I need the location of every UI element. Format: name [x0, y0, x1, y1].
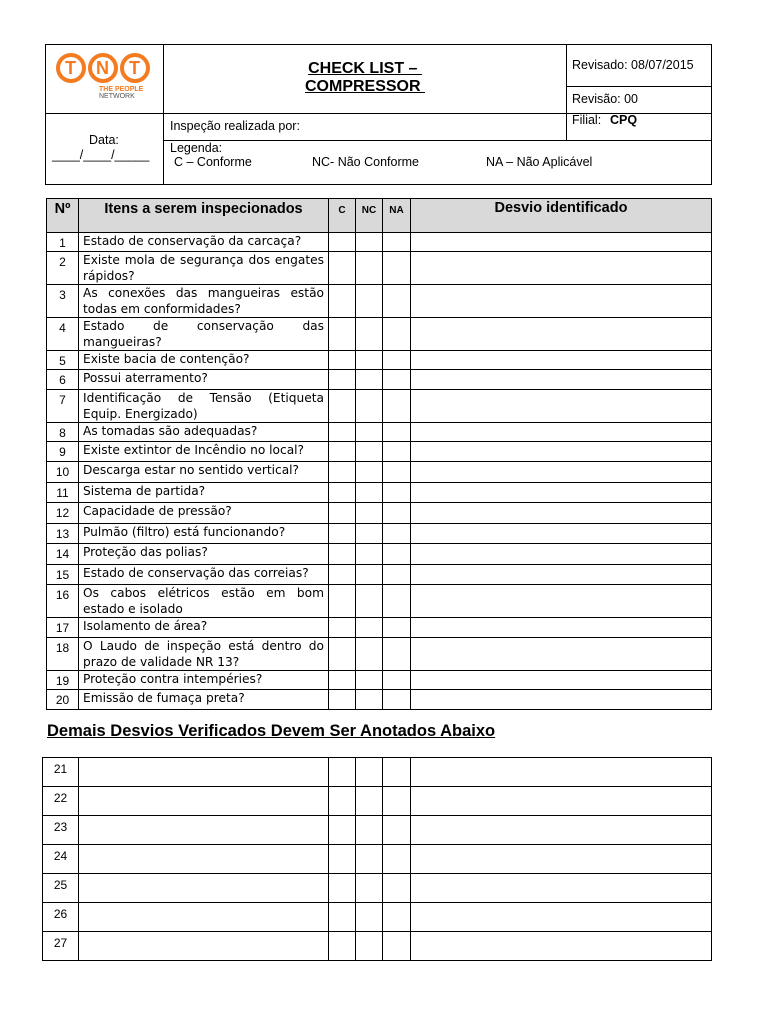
table-row — [43, 845, 712, 874]
cell-desvio[interactable] — [411, 318, 712, 351]
cell-nc[interactable] — [356, 442, 383, 462]
cell-item[interactable] — [79, 787, 329, 816]
data-label: Data: — [89, 133, 119, 147]
row-number: 10 — [47, 462, 79, 483]
col-header-c: C — [329, 199, 356, 233]
row-number: 21 — [43, 758, 79, 787]
row-item-text: Proteção contra intempéries? — [79, 671, 329, 690]
cell-desvio[interactable] — [411, 618, 712, 638]
cell-nc[interactable] — [356, 285, 383, 318]
cell-nc[interactable] — [356, 318, 383, 351]
row-number: 9 — [47, 442, 79, 462]
cell-nc[interactable] — [356, 462, 383, 483]
row-item-text: As tomadas são adequadas? — [79, 423, 329, 442]
row-number: 3 — [47, 285, 79, 318]
cell-c[interactable] — [329, 758, 356, 787]
cell-desvio[interactable] — [411, 442, 712, 462]
cell-nc[interactable] — [356, 618, 383, 638]
cell-nc[interactable] — [356, 423, 383, 442]
cell-desvio[interactable] — [411, 503, 712, 524]
legenda-label: Legenda: — [170, 141, 223, 155]
cell-c[interactable] — [329, 442, 356, 462]
cell-na[interactable] — [383, 503, 411, 524]
header-divider — [566, 44, 567, 141]
cell-nc[interactable] — [356, 565, 383, 585]
cell-desvio[interactable] — [411, 671, 712, 690]
col-header-na: NA — [383, 199, 411, 233]
cell-item[interactable] — [79, 816, 329, 845]
cell-item[interactable] — [79, 903, 329, 932]
row-number: 22 — [43, 787, 79, 816]
cell-na[interactable] — [383, 318, 411, 351]
table-row — [47, 483, 712, 503]
cell-na[interactable] — [383, 233, 411, 252]
revisao-number: Revisão: 00 — [572, 92, 639, 106]
cell-na[interactable] — [383, 618, 411, 638]
logo-letter-t2: T — [129, 58, 140, 78]
cell-desvio[interactable] — [411, 423, 712, 442]
cell-c[interactable] — [329, 585, 356, 618]
cell-na[interactable] — [383, 252, 411, 285]
row-number: 24 — [43, 845, 79, 874]
inspecao-label: Inspeção realizada por: — [170, 119, 300, 133]
cell-nc[interactable] — [356, 903, 383, 932]
cell-na[interactable] — [383, 585, 411, 618]
cell-desvio[interactable] — [411, 390, 712, 423]
col-header-desvio: Desvio identificado — [411, 199, 712, 233]
cell-na[interactable] — [383, 874, 411, 903]
row-item-text: Identificação de Tensão (Etiqueta Equip. Energizado) — [79, 390, 329, 423]
cell-nc[interactable] — [356, 585, 383, 618]
row-number: 20 — [47, 690, 79, 710]
cell-nc[interactable] — [356, 932, 383, 961]
table-row — [47, 585, 712, 618]
cell-desvio[interactable] — [411, 690, 712, 710]
cell-desvio[interactable] — [411, 370, 712, 390]
row-number: 19 — [47, 671, 79, 690]
row-item-text: Existe extintor de Incêndio no local? — [79, 442, 329, 462]
col-header-num: Nº — [47, 199, 79, 233]
col-header-nc: NC — [356, 199, 383, 233]
table-row — [43, 903, 712, 932]
revisado-date: Revisado: 08/07/2015 — [572, 58, 694, 72]
table-row — [47, 638, 712, 671]
extra-section-title: Demais Desvios Verificados Devem Ser Anotados Abaixo — [47, 722, 496, 740]
cell-item[interactable] — [79, 758, 329, 787]
cell-c[interactable] — [329, 351, 356, 370]
cell-nc[interactable] — [356, 638, 383, 671]
cell-desvio[interactable] — [411, 845, 712, 874]
row-item-text: Isolamento de área? — [79, 618, 329, 638]
cell-nc[interactable] — [356, 544, 383, 565]
cell-c[interactable] — [329, 932, 356, 961]
table-row — [47, 252, 712, 285]
row-item-text: Estado de conservação das correias? — [79, 565, 329, 585]
row-number: 4 — [47, 318, 79, 351]
col-header-items: Itens a serem inspecionados — [79, 199, 329, 233]
row-item-text: Proteção das polias? — [79, 544, 329, 565]
cell-nc[interactable] — [356, 845, 383, 874]
page-title: CHECK LIST – COMPRESSOR — [304, 60, 425, 95]
cell-na[interactable] — [383, 903, 411, 932]
cell-desvio[interactable] — [411, 903, 712, 932]
cell-item[interactable] — [79, 932, 329, 961]
cell-desvio[interactable] — [411, 758, 712, 787]
row-item-text: Emissão de fumaça preta? — [79, 690, 329, 710]
cell-nc[interactable] — [356, 787, 383, 816]
logo-letter-n: N — [96, 58, 109, 78]
row-item-text: Os cabos elétricos estão em bom estado e isolado — [79, 585, 329, 618]
cell-nc[interactable] — [356, 671, 383, 690]
cell-nc[interactable] — [356, 816, 383, 845]
cell-item[interactable] — [79, 845, 329, 874]
table-row — [47, 524, 712, 544]
row-item-text: Possui aterramento? — [79, 370, 329, 390]
row-number: 2 — [47, 252, 79, 285]
cell-nc[interactable] — [356, 690, 383, 710]
row-number: 11 — [47, 483, 79, 503]
data-field[interactable]: ____/____/_____ — [52, 148, 150, 162]
cell-c[interactable] — [329, 874, 356, 903]
row-number: 12 — [47, 503, 79, 524]
row-item-text: Estado de conservação da carcaça? — [79, 233, 329, 252]
row-item-text: Sistema de partida? — [79, 483, 329, 503]
cell-na[interactable] — [383, 524, 411, 544]
table-row — [43, 932, 712, 961]
legend-nao-conforme: NC- Não Conforme — [312, 155, 419, 169]
cell-na[interactable] — [383, 442, 411, 462]
row-number: 27 — [43, 932, 79, 961]
table-row — [47, 671, 712, 690]
table-row — [47, 370, 712, 390]
table-row — [43, 874, 712, 903]
row-item-text: Existe mola de segurança dos engates rápidos? — [79, 252, 329, 285]
row-item-text: As conexões das mangueiras estão todas em conformidades? — [79, 285, 329, 318]
row-item-text: Descarga estar no sentido vertical? — [79, 462, 329, 483]
cell-c[interactable] — [329, 370, 356, 390]
cell-desvio[interactable] — [411, 462, 712, 483]
header-divider — [566, 86, 712, 87]
cell-c[interactable] — [329, 285, 356, 318]
cell-c[interactable] — [329, 233, 356, 252]
row-number: 6 — [47, 370, 79, 390]
cell-na[interactable] — [383, 671, 411, 690]
table-row — [43, 816, 712, 845]
cell-desvio[interactable] — [411, 544, 712, 565]
cell-na[interactable] — [383, 351, 411, 370]
cell-na[interactable] — [383, 390, 411, 423]
table-row — [47, 565, 712, 585]
cell-nc[interactable] — [356, 351, 383, 370]
cell-desvio[interactable] — [411, 351, 712, 370]
legend-nao-aplicavel: NA – Não Aplicável — [486, 155, 593, 169]
extra-deviations-table — [42, 757, 712, 961]
cell-na[interactable] — [383, 758, 411, 787]
row-number: 23 — [43, 816, 79, 845]
cell-desvio[interactable] — [411, 585, 712, 618]
row-number: 13 — [47, 524, 79, 544]
row-item-text: Capacidade de pressão? — [79, 503, 329, 524]
table-header-row — [47, 199, 712, 233]
filial-value: CPQ — [610, 113, 638, 127]
cell-c[interactable] — [329, 252, 356, 285]
header-divider — [163, 140, 712, 141]
cell-desvio[interactable] — [411, 816, 712, 845]
filial-label: Filial: — [572, 113, 602, 127]
table-row — [47, 390, 712, 423]
row-number: 26 — [43, 903, 79, 932]
cell-na[interactable] — [383, 845, 411, 874]
cell-na[interactable] — [383, 565, 411, 585]
row-number: 7 — [47, 390, 79, 423]
cell-nc[interactable] — [356, 370, 383, 390]
table-row — [47, 690, 712, 710]
table-row — [47, 233, 712, 252]
cell-nc[interactable] — [356, 503, 383, 524]
cell-na[interactable] — [383, 483, 411, 503]
checklist-table — [46, 198, 712, 710]
cell-c[interactable] — [329, 690, 356, 710]
row-item-text: Pulmão (filtro) está funcionando? — [79, 524, 329, 544]
logo-letter-t1: T — [65, 58, 76, 78]
cell-nc[interactable] — [356, 483, 383, 503]
cell-nc[interactable] — [356, 874, 383, 903]
cell-na[interactable] — [383, 932, 411, 961]
row-number: 1 — [47, 233, 79, 252]
cell-nc[interactable] — [356, 524, 383, 544]
cell-c[interactable] — [329, 544, 356, 565]
cell-desvio[interactable] — [411, 524, 712, 544]
row-item-text: Estado de conservação das mangueiras? — [79, 318, 329, 351]
table-row — [47, 618, 712, 638]
cell-nc[interactable] — [356, 390, 383, 423]
cell-c[interactable] — [329, 638, 356, 671]
logo-tagline: NETWORK — [99, 93, 135, 100]
row-number: 8 — [47, 423, 79, 442]
cell-c[interactable] — [329, 787, 356, 816]
cell-c[interactable] — [329, 903, 356, 932]
logo-tagline: THE PEOPLE — [99, 86, 144, 93]
row-number: 25 — [43, 874, 79, 903]
cell-na[interactable] — [383, 816, 411, 845]
cell-desvio[interactable] — [411, 932, 712, 961]
cell-na[interactable] — [383, 423, 411, 442]
row-number: 18 — [47, 638, 79, 671]
cell-desvio[interactable] — [411, 638, 712, 671]
cell-desvio[interactable] — [411, 233, 712, 252]
cell-c[interactable] — [329, 462, 356, 483]
table-row — [47, 462, 712, 483]
cell-desvio[interactable] — [411, 483, 712, 503]
cell-c[interactable] — [329, 618, 356, 638]
tnt-logo — [56, 52, 151, 104]
row-number: 14 — [47, 544, 79, 565]
table-row — [47, 442, 712, 462]
legend-conforme: C – Conforme — [174, 155, 252, 169]
cell-nc[interactable] — [356, 233, 383, 252]
table-row — [47, 503, 712, 524]
cell-na[interactable] — [383, 544, 411, 565]
cell-desvio[interactable] — [411, 285, 712, 318]
table-row — [47, 544, 712, 565]
cell-c[interactable] — [329, 390, 356, 423]
cell-nc[interactable] — [356, 758, 383, 787]
cell-desvio[interactable] — [411, 565, 712, 585]
cell-c[interactable] — [329, 483, 356, 503]
row-number: 15 — [47, 565, 79, 585]
cell-nc[interactable] — [356, 252, 383, 285]
header-divider — [163, 113, 164, 185]
cell-c[interactable] — [329, 423, 356, 442]
cell-c[interactable] — [329, 503, 356, 524]
row-item-text: O Laudo de inspeção está dentro do prazo de validade NR 13? — [79, 638, 329, 671]
table-row — [43, 758, 712, 787]
table-row — [47, 285, 712, 318]
table-row — [47, 318, 712, 351]
table-row — [43, 787, 712, 816]
cell-na[interactable] — [383, 787, 411, 816]
cell-desvio[interactable] — [411, 874, 712, 903]
cell-c[interactable] — [329, 845, 356, 874]
row-number: 16 — [47, 585, 79, 618]
cell-c[interactable] — [329, 816, 356, 845]
cell-na[interactable] — [383, 285, 411, 318]
table-row — [47, 423, 712, 442]
cell-item[interactable] — [79, 874, 329, 903]
cell-desvio[interactable] — [411, 252, 712, 285]
cell-c[interactable] — [329, 318, 356, 351]
cell-na[interactable] — [383, 638, 411, 671]
cell-na[interactable] — [383, 462, 411, 483]
row-item-text: Existe bacia de contenção? — [79, 351, 329, 370]
cell-c[interactable] — [329, 565, 356, 585]
cell-na[interactable] — [383, 690, 411, 710]
table-row — [47, 351, 712, 370]
row-number: 17 — [47, 618, 79, 638]
cell-desvio[interactable] — [411, 787, 712, 816]
cell-na[interactable] — [383, 370, 411, 390]
row-number: 5 — [47, 351, 79, 370]
cell-c[interactable] — [329, 524, 356, 544]
cell-c[interactable] — [329, 671, 356, 690]
